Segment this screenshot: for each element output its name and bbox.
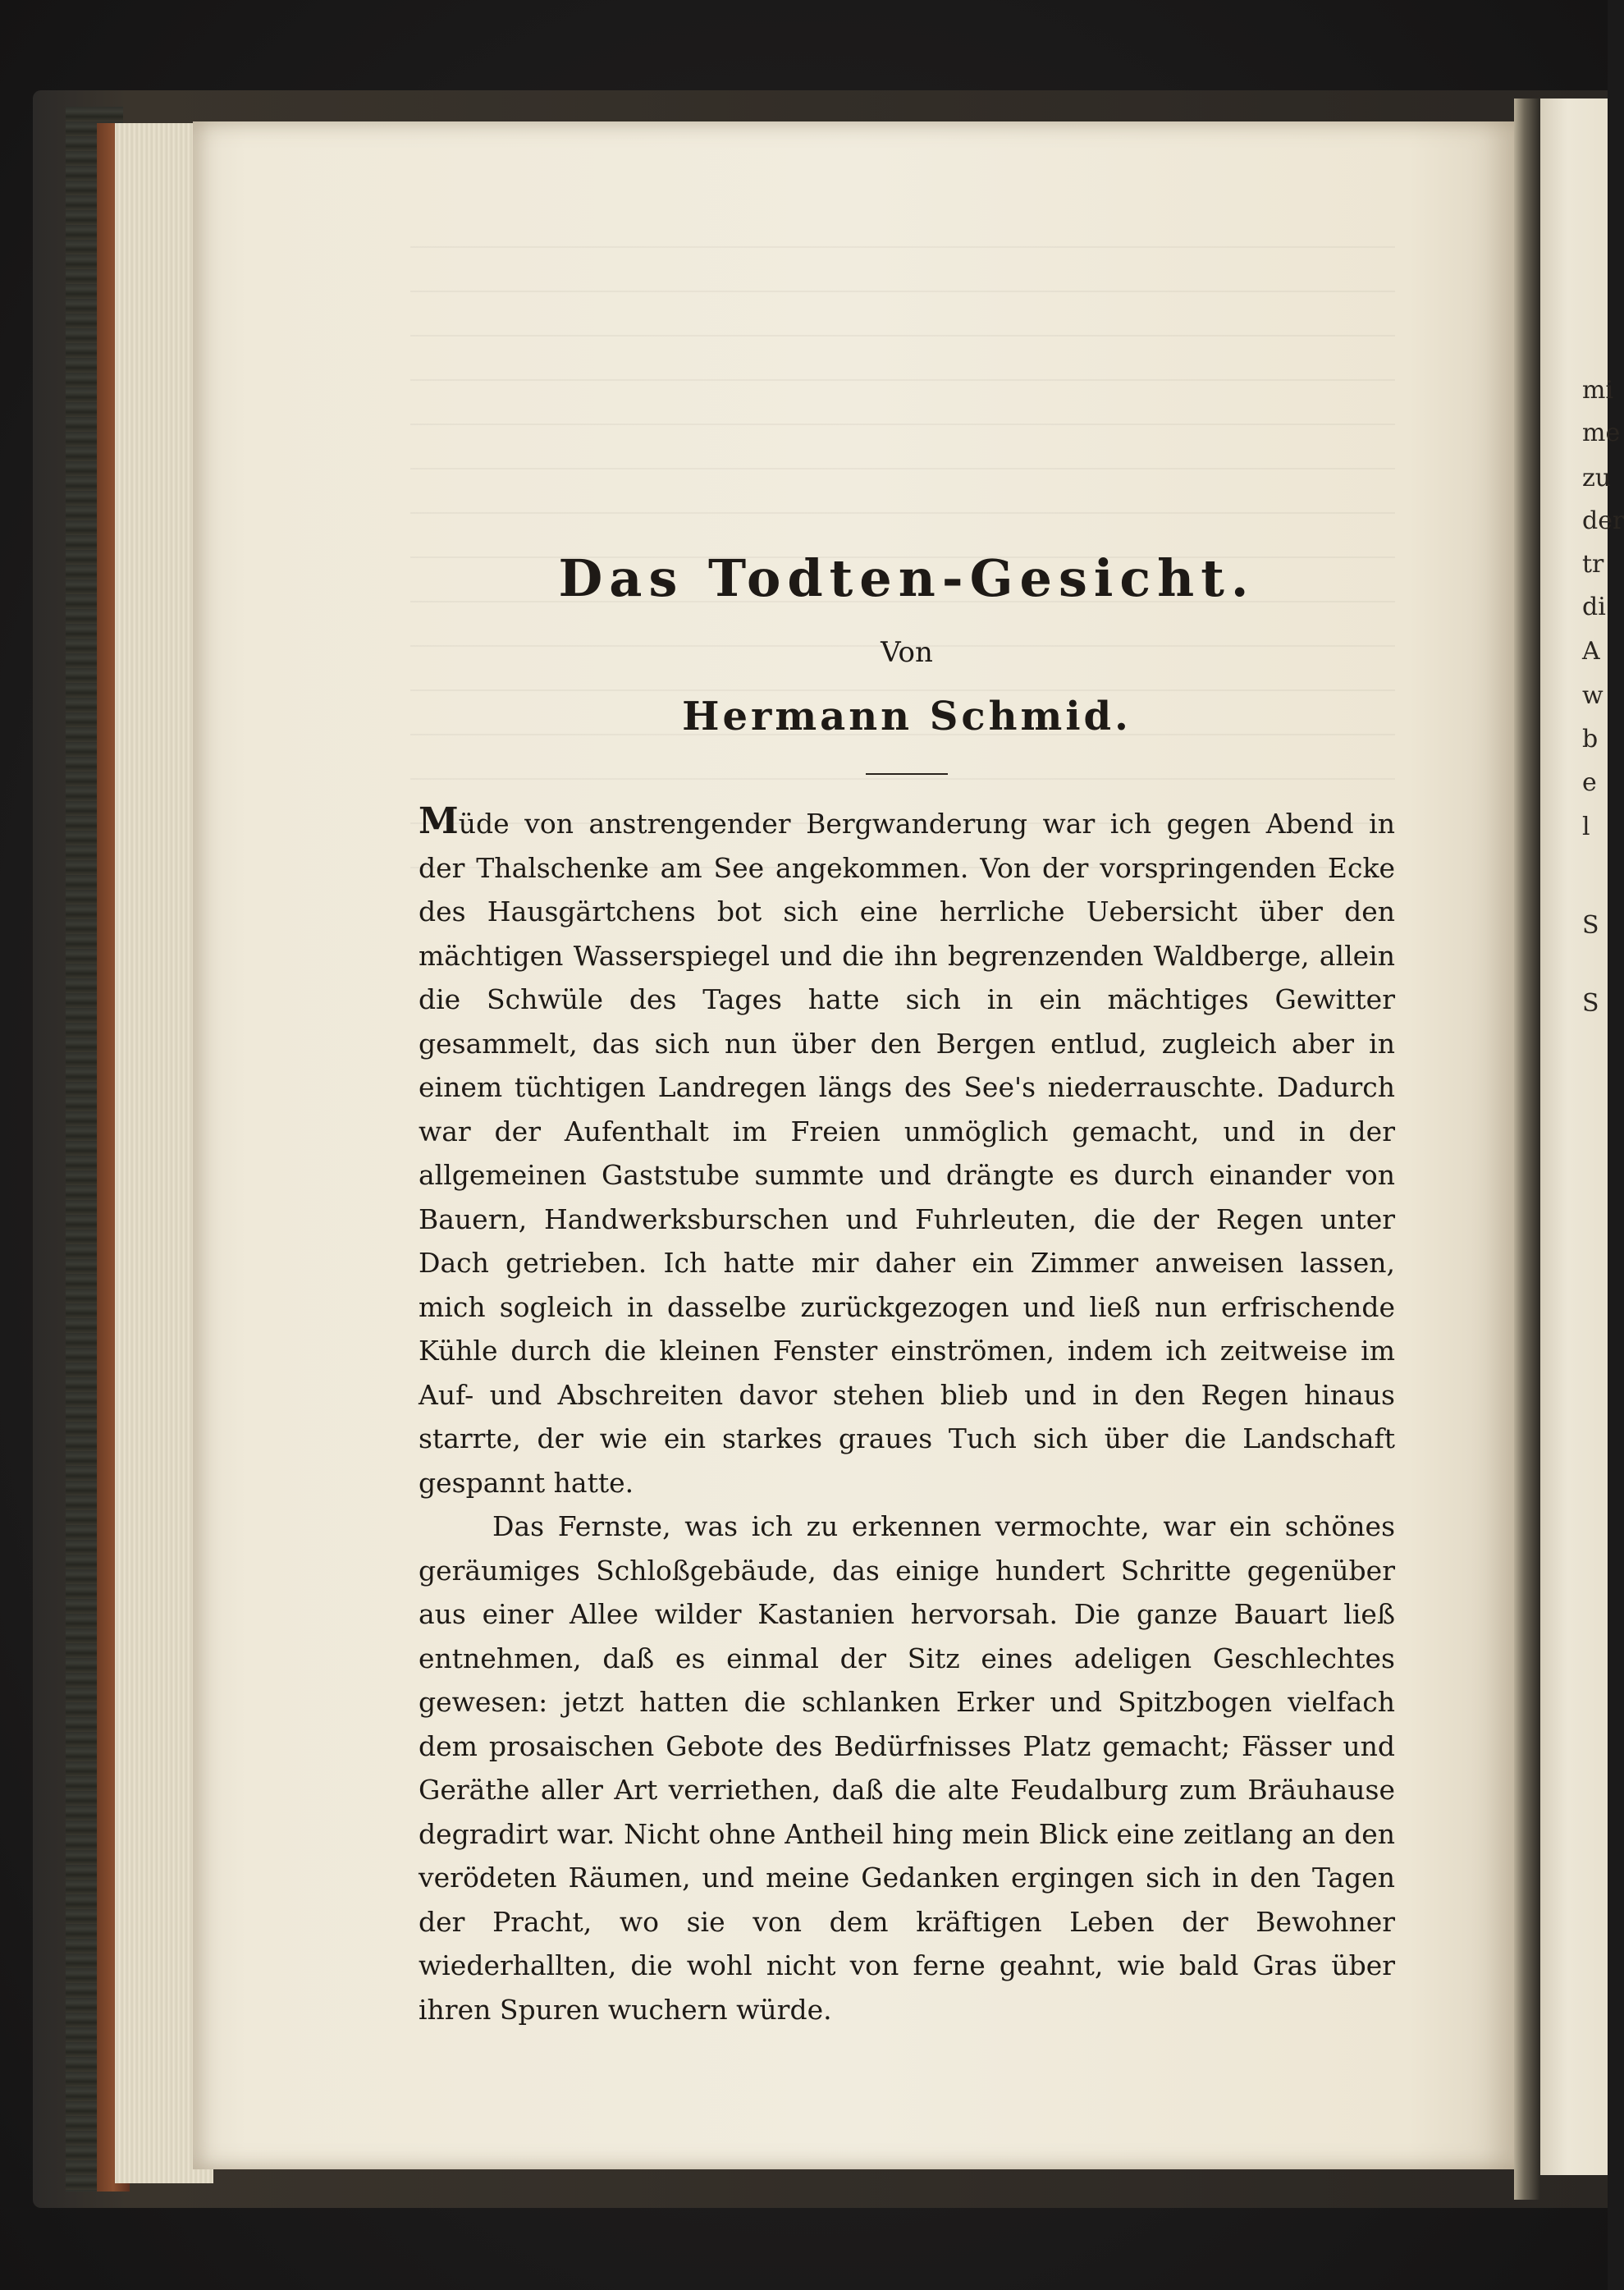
book-gutter [1514, 98, 1540, 2200]
facing-page-fragment: l [1582, 813, 1590, 841]
facing-page-fragment: S [1582, 911, 1599, 940]
facing-page-fragment: b [1582, 725, 1599, 753]
paragraph: Das Fernste, was ich zu erkennen vermochte, war ein schönes geräumiges Schloßgebäude, das einige hundert Schritte gegenüber aus einer Allee wilder Kastanien hervorsah. Die ganze Bauart ließ entnehmen, daß es einmal der Sitz eines adeligen Geschlechtes gewesen: jetzt hatten die schlanken Erker und Spitzbogen vielfach dem prosaischen Gebote des Bedürfnisses Platz gemacht; Fässer und Geräthe aller Art verriethen, daß die alte Feudalburg zum Bräuhause degradirt war. Nicht ohne Antheil hing mein Blick eine zeitlang an den verödeten Räumen, und meine Gedanken ergingen sich in den Tagen der Pracht, wo sie von dem kräftigen Leben der Bewohner wiederhallten, die wohl nicht von ferne geahnt, wie bald Gras über ihren Spuren wuchern würde. [419, 1510, 1395, 2026]
facing-page-fragment: zu [1582, 464, 1612, 492]
facing-page-fragment: mi [1582, 376, 1614, 405]
paragraph-text: üde von anstrengender Bergwanderung war ich gegen Abend in der Thalschenke am See angekommen. Von der vorspringenden Ecke des Hausgärtchens bot sich eine herrliche Uebersicht über den mächtigen Wasserspiegel und die ihn begrenzenden Waldberge, allein die Schwüle des Tages hatte sich in ein mächtiges Gewitter gesammelt, das sich nun über den Bergen entlud, zugleich aber in einem tüchtigen Landregen längs des See's niederrauschte. Dadurch war der Aufenthalt im Freien unmöglich gemacht, und in der allgemeinen Gaststube summte und drängte es durch einander von Bauern, Handwerksburschen und Fuhrleuten, die der Regen unter Dach getrieben. Ich hatte mir daher ein Zimmer anweisen lassen, mich sogleich in dasselbe zurückgezogen und ließ nun erfrischende Kühle durch die kleinen Fenster einströmen, indem ich zeitweise im Auf- und Abschreiten davor stehen blieb und in den Regen hinaus starrte, der wie ein starkes graues Tuch sich über die Landschaft gespannt hatte. [419, 808, 1395, 1499]
facing-page [1540, 98, 1608, 2175]
facing-page-fragment: A [1582, 637, 1600, 666]
facing-page-fragment: der [1582, 506, 1624, 535]
byline-preposition: Von [881, 636, 933, 669]
facing-page-fragment: me [1582, 419, 1621, 447]
paragraph [419, 799, 1395, 1505]
facing-page-fragment: S [1582, 989, 1599, 1018]
facing-page-fragment: e [1582, 768, 1597, 797]
story-title: Das Todten-Gesicht. [558, 548, 1256, 608]
title-divider [866, 773, 948, 775]
facing-page-fragment: di [1582, 593, 1606, 621]
facing-page-fragment: w [1582, 681, 1603, 710]
initial-letter: M [419, 800, 459, 842]
facing-page-fragment: tr [1582, 550, 1604, 579]
page-content [419, 542, 1395, 2031]
author-name: Hermann Schmid. [682, 694, 1132, 740]
